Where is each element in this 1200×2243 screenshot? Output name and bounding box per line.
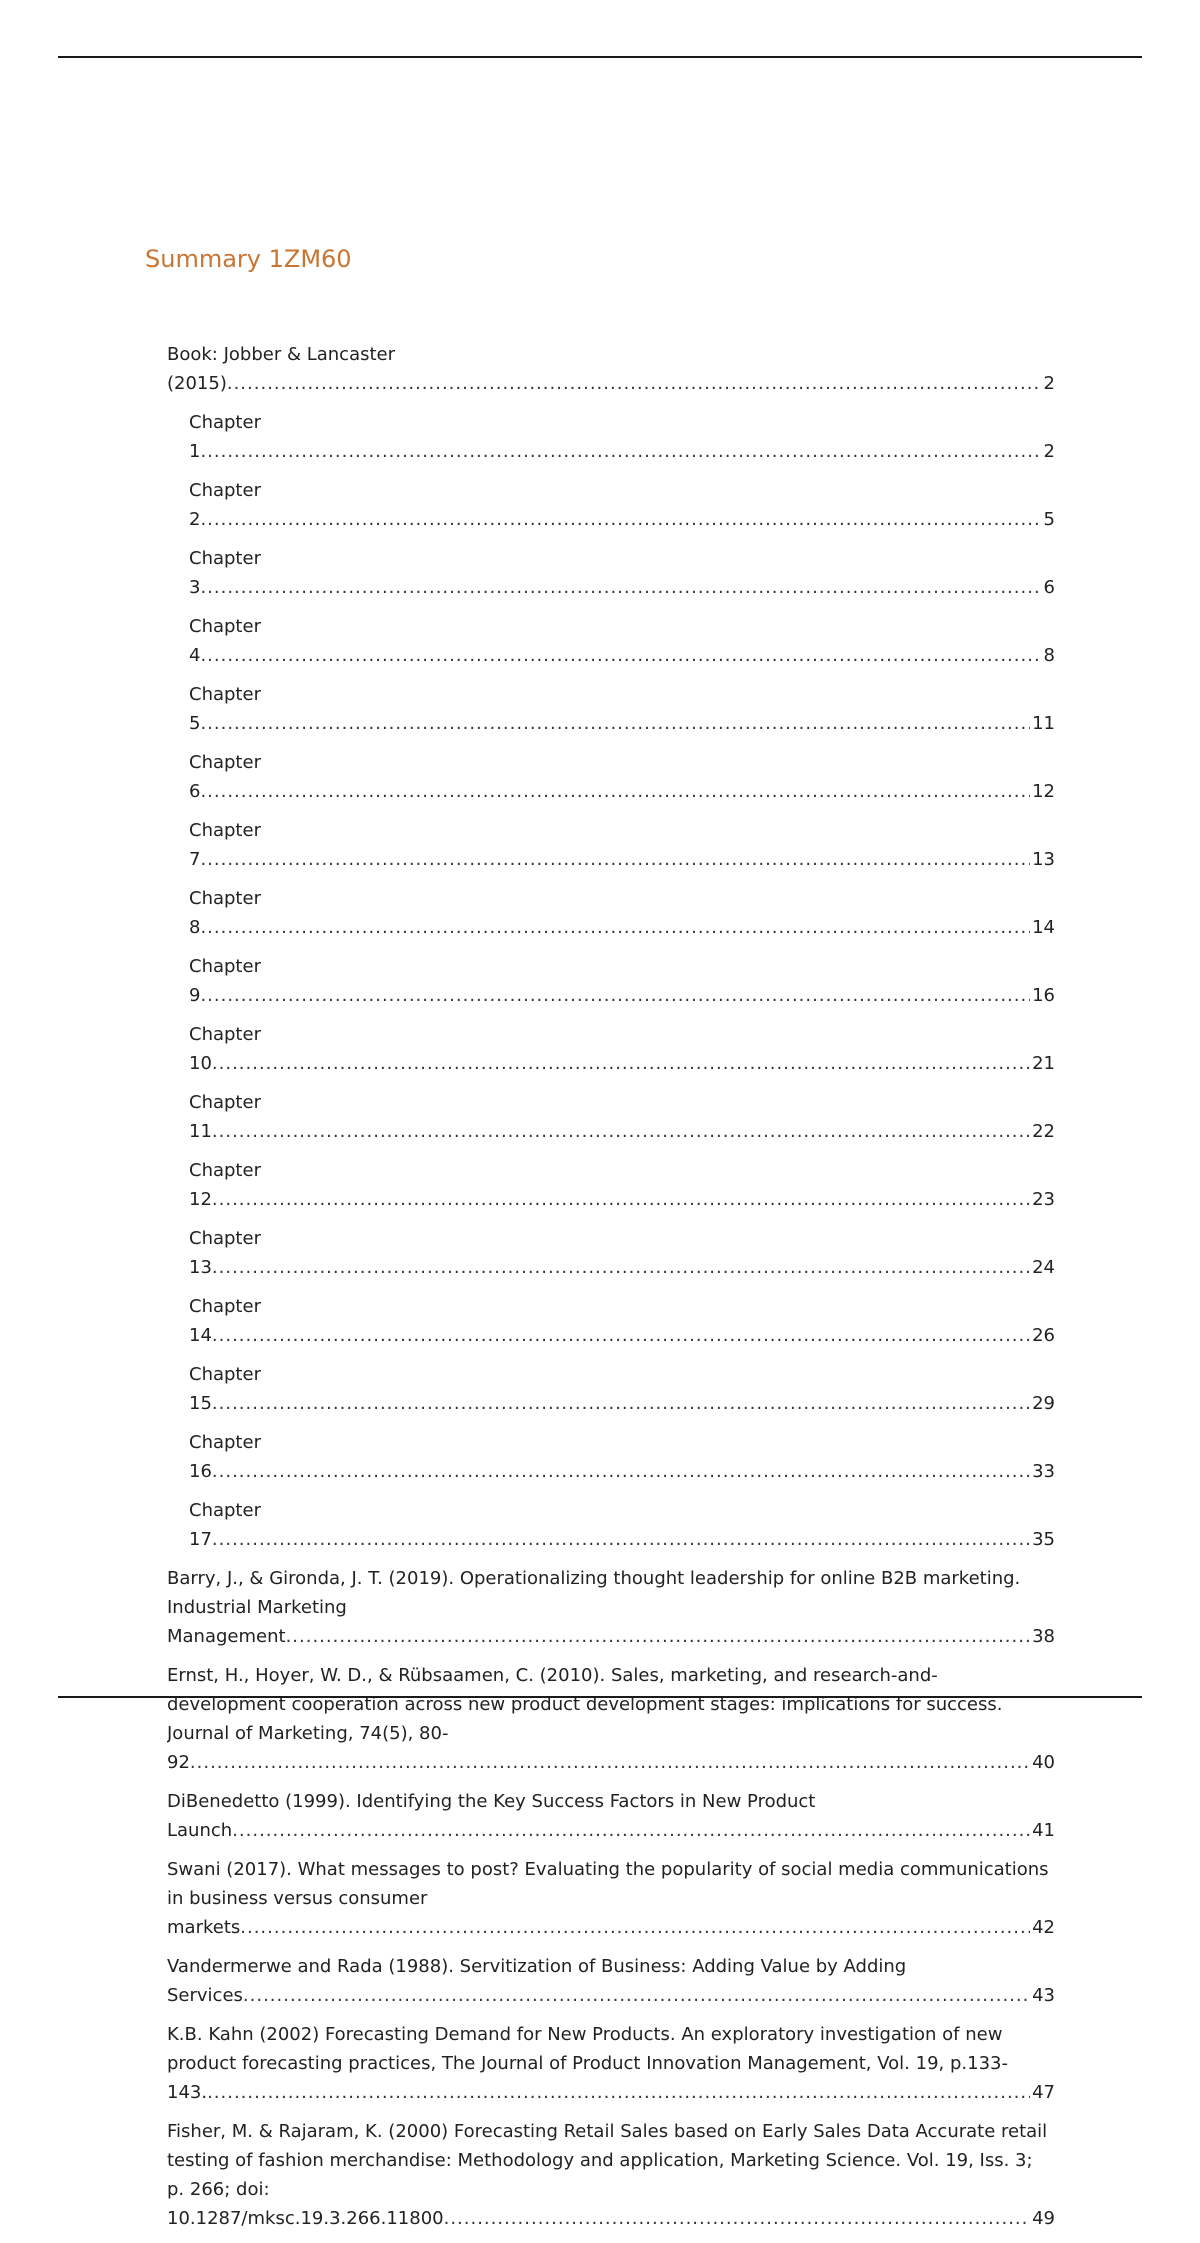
toc-entry[interactable] [167, 884, 1055, 942]
toc-page-number: 2 [1042, 369, 1055, 398]
toc-entry-title: Fisher, M. & Rajaram, K. (2000) Forecasting Retail Sales based on Early Sales Data Accurate retail testing of fashion merchandise: Methodology and application, Marketing Science. Vol. 19, Iss. 3; p. 266; doi: 10.1287/mksc.19.3.266.11800 [167, 2121, 1048, 2229]
toc-entry[interactable] [167, 1564, 1055, 1651]
toc-entry[interactable] [167, 1156, 1055, 1214]
toc-entry-title: Chapter 2 [189, 480, 261, 530]
toc-page-number: 24 [1030, 1253, 1055, 1282]
toc-entry[interactable] [167, 816, 1055, 874]
toc-entry-title: Chapter 8 [189, 888, 261, 938]
toc-page-number: 21 [1030, 1049, 1055, 1078]
toc-dot-leader [212, 1053, 1055, 1074]
toc-page-number: 33 [1030, 1457, 1055, 1486]
toc-entry[interactable] [167, 1952, 1055, 2010]
toc-page-number: 11 [1030, 709, 1055, 738]
toc-entry[interactable] [167, 2020, 1055, 2107]
toc-dot-leader [286, 1626, 1055, 1647]
toc-page-number: 42 [1030, 1913, 1055, 1942]
toc-page-number: 12 [1030, 777, 1055, 806]
toc-dot-leader [207, 2082, 1055, 2103]
toc-page-number: 6 [1042, 573, 1055, 602]
toc-entry-title: K.B. Kahn (2002) Forecasting Demand for New Products. An exploratory investigation of new product forecasting practices, The Journal of Product Innovation Management, Vol. 19, p.133-143. [167, 2024, 1008, 2103]
toc-entry[interactable] [167, 952, 1055, 1010]
toc-entry[interactable] [167, 544, 1055, 602]
toc-dot-leader [200, 849, 1055, 870]
footer-rule [58, 1696, 1142, 1698]
toc-entry-title: Chapter 16 [189, 1432, 261, 1482]
toc-entry[interactable] [167, 1020, 1055, 1078]
toc-entry[interactable] [167, 1428, 1055, 1486]
toc-page-number: 22 [1030, 1117, 1055, 1146]
toc-entry-title: Chapter 17 [189, 1500, 261, 1550]
toc-entry-title: Chapter 11 [189, 1092, 261, 1142]
toc-entry-title: Chapter 9 [189, 956, 261, 1006]
toc-entry[interactable] [167, 1360, 1055, 1418]
toc-entry-title: Chapter 5 [189, 684, 261, 734]
toc-page-number: 2 [1042, 437, 1055, 466]
toc-dot-leader [200, 917, 1055, 938]
toc-dot-leader [240, 1917, 1055, 1938]
toc-page-number: 43 [1030, 1981, 1055, 2010]
toc-page-number: 8 [1042, 641, 1055, 670]
toc-page-number: 29 [1030, 1389, 1055, 1418]
toc-entry[interactable] [167, 1224, 1055, 1282]
toc-dot-leader [212, 1529, 1055, 1550]
toc-dot-leader [212, 1121, 1055, 1142]
toc-dot-leader [444, 2208, 1055, 2229]
document-title: Summary 1ZM60 [145, 245, 352, 273]
toc-entry-title: Chapter 15 [189, 1364, 261, 1414]
toc-dot-leader [212, 1325, 1055, 1346]
toc-entry-title: Book: Jobber & Lancaster (2015) [167, 344, 396, 394]
toc-entry-title: Chapter 7 [189, 820, 261, 870]
toc-entry-title: Chapter 6 [189, 752, 261, 802]
toc-dot-leader [212, 1257, 1055, 1278]
toc-dot-leader [200, 781, 1055, 802]
toc-page-number: 14 [1030, 913, 1055, 942]
toc-dot-leader [200, 645, 1055, 666]
toc-entry[interactable] [167, 1855, 1055, 1942]
toc-dot-leader [200, 577, 1055, 598]
toc-entry[interactable] [167, 476, 1055, 534]
toc-dot-leader [212, 1393, 1055, 1414]
toc-entry[interactable] [167, 612, 1055, 670]
toc-entry[interactable] [167, 340, 1055, 398]
toc-entry-title: Chapter 12 [189, 1160, 261, 1210]
toc-entry-title: Chapter 1 [189, 412, 261, 462]
toc-entry[interactable] [167, 1787, 1055, 1845]
toc-entry-title: Chapter 13 [189, 1228, 261, 1278]
toc-dot-leader [200, 509, 1055, 530]
toc-dot-leader [232, 1820, 1055, 1841]
toc-dot-leader [227, 373, 1055, 394]
toc-entry-title: Chapter 4 [189, 616, 261, 666]
toc-entry[interactable] [167, 748, 1055, 806]
toc-page-number: 16 [1030, 981, 1055, 1010]
toc-entry-title: Chapter 3 [189, 548, 261, 598]
toc-page-number: 26 [1030, 1321, 1055, 1350]
table-of-contents [167, 340, 1055, 2243]
toc-entry[interactable] [167, 1292, 1055, 1350]
toc-dot-leader [212, 1461, 1055, 1482]
toc-page-number: 40 [1030, 1748, 1055, 1777]
toc-dot-leader [212, 1189, 1055, 1210]
toc-entry[interactable] [167, 1088, 1055, 1146]
toc-page-number: 41 [1030, 1816, 1055, 1845]
toc-entry[interactable] [167, 408, 1055, 466]
toc-dot-leader [200, 985, 1055, 1006]
toc-dot-leader [243, 1985, 1055, 2006]
toc-page-number: 35 [1030, 1525, 1055, 1554]
toc-dot-leader [200, 441, 1055, 462]
toc-dot-leader [190, 1752, 1055, 1773]
toc-entry-title: Chapter 10 [189, 1024, 261, 1074]
toc-page-number: 13 [1030, 845, 1055, 874]
toc-entry-title: Ernst, H., Hoyer, W. D., & Rübsaamen, C. (2010). Sales, marketing, and research-and-development cooperation across new product development stages: implications for success. Journal of Marketing, 74(5), 80-92 [167, 1665, 1003, 1773]
toc-entry-title: Barry, J., & Gironda, J. T. (2019). Operationalizing thought leadership for online B2B marketing. Industrial Marketing Management [167, 1568, 1021, 1647]
toc-entry[interactable] [167, 2117, 1055, 2233]
toc-page-number: 49 [1030, 2204, 1055, 2233]
toc-page-number: 38 [1030, 1622, 1055, 1651]
toc-entry-title: Swani (2017). What messages to post? Evaluating the popularity of social media communications in business versus consumer markets [167, 1859, 1049, 1938]
toc-page-number: 5 [1042, 505, 1055, 534]
toc-entry-title: Vandermerwe and Rada (1988). Servitization of Business: Adding Value by Adding Services [167, 1956, 907, 2006]
toc-page-number: 47 [1030, 2078, 1055, 2107]
toc-page-number: 23 [1030, 1185, 1055, 1214]
toc-entry[interactable] [167, 1661, 1055, 1777]
toc-entry[interactable] [167, 1496, 1055, 1554]
toc-entry[interactable] [167, 680, 1055, 738]
header-rule [58, 56, 1142, 58]
toc-entry-title: Chapter 14 [189, 1296, 261, 1346]
toc-dot-leader [200, 713, 1055, 734]
toc-entry-title: DiBenedetto (1999). Identifying the Key Success Factors in New Product Launch [167, 1791, 816, 1841]
